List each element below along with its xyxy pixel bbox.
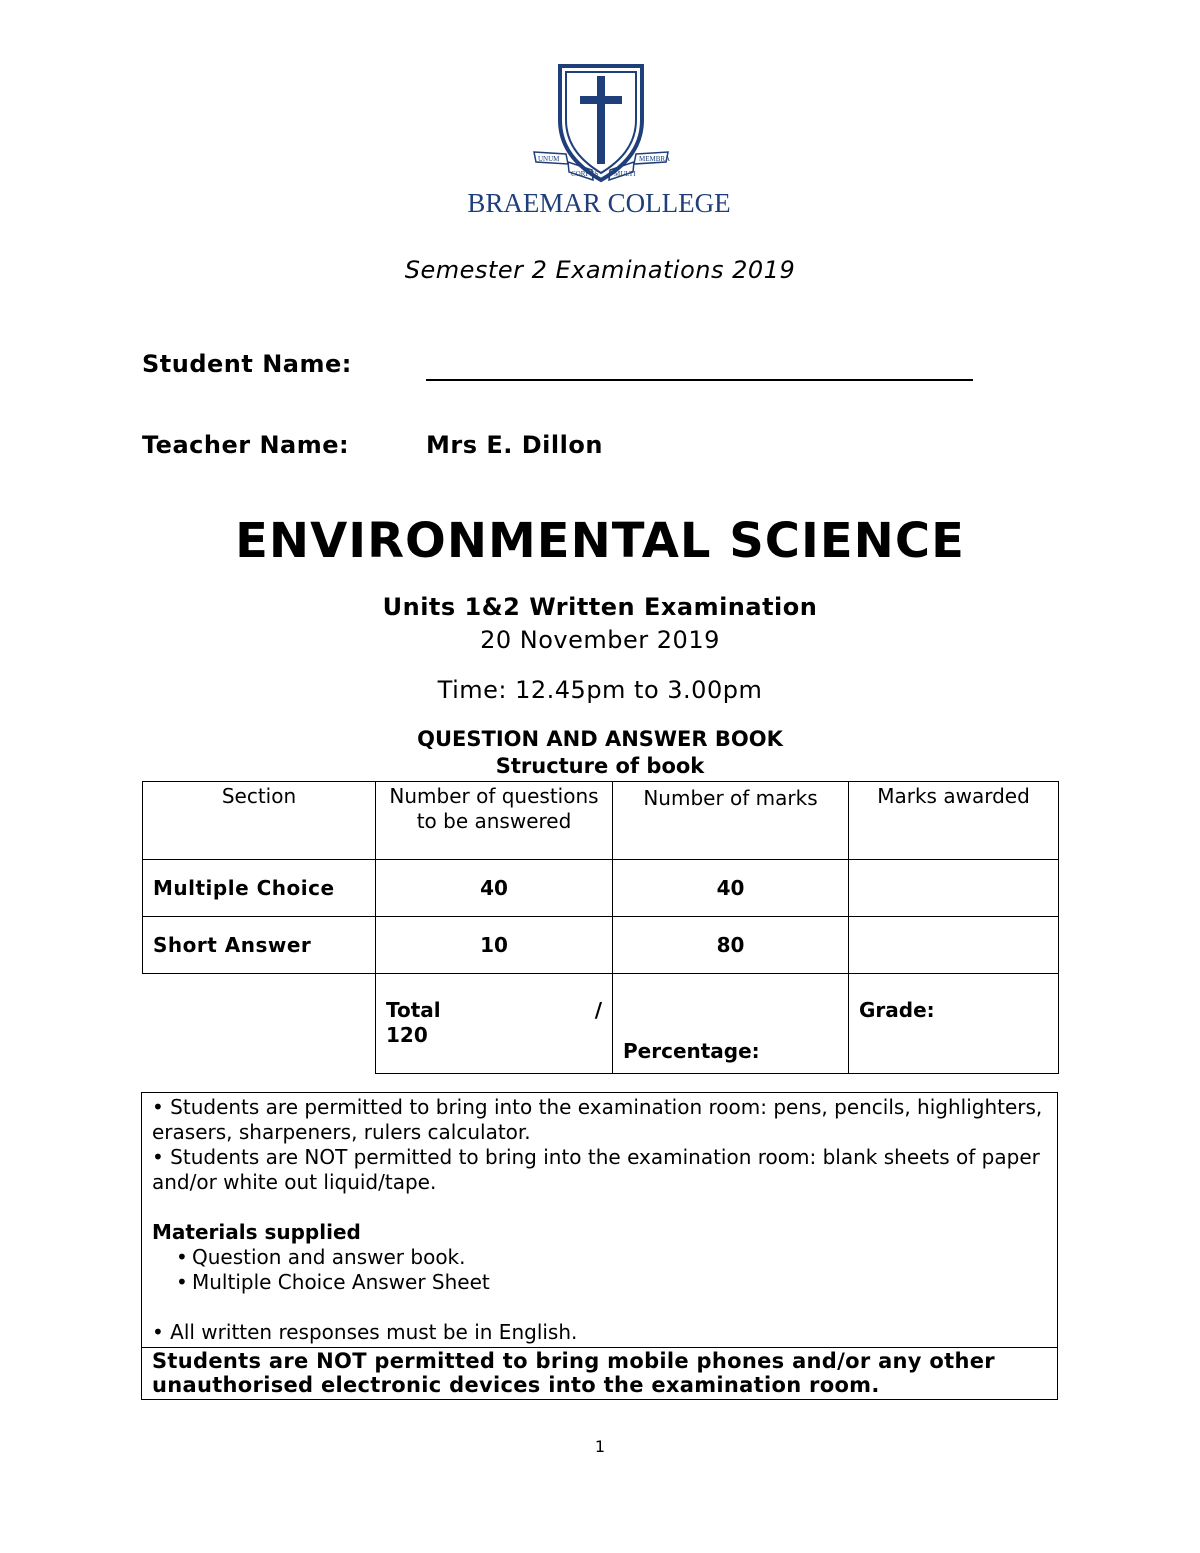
book-title: QUESTION AND ANSWER BOOK (417, 727, 783, 751)
not-permitted-items-text: • Students are NOT permitted to bring into the examination room: blank sheets of paper and/or white out liquid/tape. (152, 1145, 1040, 1194)
structure-table (142, 781, 1059, 1074)
marks-awarded-cell[interactable] (849, 860, 1059, 917)
motto-word-2: CORPUS (571, 170, 599, 178)
exam-time: Time: 12.45pm to 3.00pm (437, 676, 763, 704)
blank-cell (143, 974, 376, 1074)
total-cell (376, 974, 613, 1074)
instructions-body (142, 1093, 1057, 1347)
header-questions: Number of questions to be answered (376, 782, 613, 860)
list-item (152, 1245, 1047, 1270)
grade-cell[interactable] (849, 974, 1059, 1074)
motto-word-1: UNUM (538, 155, 560, 163)
language-rule-text: • All written responses must be in English. (152, 1320, 578, 1344)
devices-warning: Students are NOT permitted to bring mobile phones and/or any other unauthorised electronic devices into the examination room. (142, 1347, 1057, 1399)
school-logo (462, 58, 736, 226)
bullet-icon: • (176, 1270, 188, 1294)
page-number: 1 (594, 1437, 606, 1456)
material-item: Multiple Choice Answer Sheet (192, 1270, 490, 1294)
total-slash: / (594, 998, 602, 1022)
table-header-row (143, 782, 1059, 860)
table-row (143, 860, 1059, 917)
student-name-line[interactable] (426, 379, 973, 381)
material-item: Question and answer book. (192, 1245, 466, 1269)
teacher-name-value: Mrs E. Dillon (426, 431, 603, 459)
marks-count: 40 (613, 860, 849, 917)
grade-label: Grade: (859, 998, 935, 1022)
header-marks: Number of marks (613, 782, 849, 860)
student-name-label: Student Name: (142, 350, 352, 378)
structure-title: Structure of book (495, 754, 705, 778)
header-awarded: Marks awarded (849, 782, 1059, 860)
section-name: Multiple Choice (143, 860, 376, 917)
marks-count: 80 (613, 917, 849, 974)
instructions-box (141, 1092, 1058, 1400)
units-title: Units 1&2 Written Examination (382, 593, 818, 621)
subject-title: ENVIRONMENTAL SCIENCE (235, 513, 965, 569)
semester-title: Semester 2 Examinations 2019 (404, 256, 796, 284)
totals-row (143, 974, 1059, 1074)
header-section: Section (143, 782, 376, 860)
materials-list (152, 1245, 1047, 1295)
exam-date: 20 November 2019 (480, 626, 720, 654)
marks-awarded-cell[interactable] (849, 917, 1059, 974)
school-crest-icon (462, 58, 736, 226)
table-row (143, 917, 1059, 974)
permitted-items-text: • Students are permitted to bring into the examination room: pens, pencils, highlighters, erasers, sharpeners, rulers calculator. (152, 1095, 1043, 1144)
bullet-icon: • (176, 1245, 188, 1269)
list-item (152, 1270, 1047, 1295)
questions-count: 10 (376, 917, 613, 974)
motto-word-3: MULTI (614, 170, 636, 178)
percentage-label: Percentage: (623, 1039, 760, 1063)
questions-count: 40 (376, 860, 613, 917)
motto-word-4: MEMBRA (639, 155, 671, 163)
percentage-cell[interactable] (613, 974, 849, 1074)
school-name: BRAEMAR COLLEGE (467, 188, 731, 218)
total-value: 120 (386, 1023, 428, 1047)
materials-heading: Materials supplied (152, 1220, 361, 1244)
total-label: Total (386, 998, 441, 1022)
teacher-name-label: Teacher Name: (142, 431, 350, 459)
section-name: Short Answer (143, 917, 376, 974)
